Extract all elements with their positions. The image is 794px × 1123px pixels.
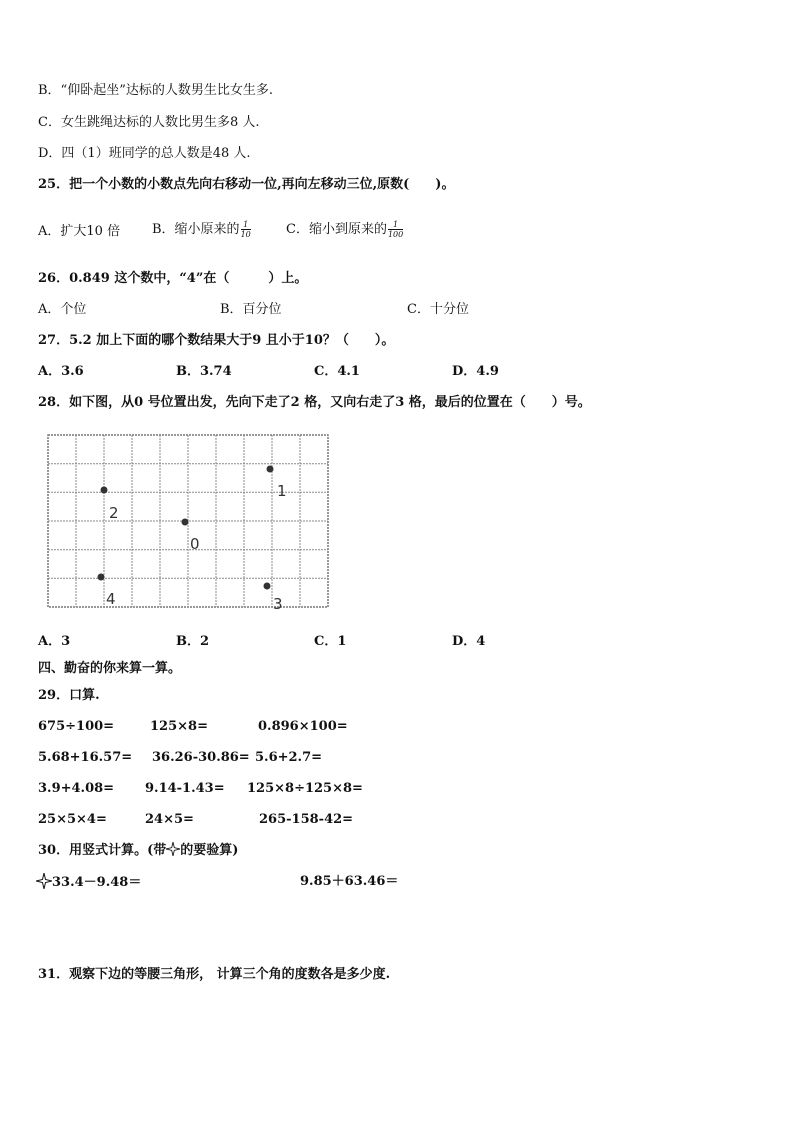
q29-item-r1c1: 675÷100= — [38, 719, 115, 734]
q30-item-b: 9.85＋63.46＝ — [300, 874, 399, 889]
q30-item-a — [36, 873, 141, 892]
q28-option-a: A．3 — [38, 634, 71, 649]
q28-option-c: C．1 — [314, 634, 347, 649]
grid-point-1 — [267, 466, 274, 473]
q26-option-c: C．十分位 — [407, 302, 469, 317]
q29-item-r3c3: 125×8÷125×8= — [247, 781, 363, 796]
grid-label-2: 2 — [109, 504, 119, 522]
q29-item-r2c2: 36.26-30.86= — [152, 750, 250, 765]
grid-point-2 — [101, 487, 108, 494]
q29-item-r4c3: 265-158-42= — [259, 812, 354, 827]
q27-stem: 27．5.2 加上下面的哪个数结果大于9 且小于10？（ ）。 — [38, 333, 395, 348]
grid-label-4: 4 — [106, 590, 116, 608]
fraction-one-hundredth: $\frac{1}{100}$ — [387, 220, 404, 239]
q25-option-c-text: C．缩小到原来的 — [286, 222, 387, 237]
q30-item-a-text: 33.4－9.48＝ — [52, 875, 142, 890]
q25-option-c — [286, 220, 403, 239]
q27-option-d: D．4.9 — [452, 364, 499, 379]
fraction-one-tenth: $\frac{1}{10}$ — [240, 220, 251, 239]
q24-option-c: C．女生跳绳达标的人数比男生多8 人. — [38, 115, 260, 130]
q25-option-a: A．扩大10 倍 — [38, 224, 121, 239]
grid-label-3: 3 — [273, 595, 283, 610]
grid-label-0: 0 — [190, 535, 200, 553]
q25-stem: 25．把一个小数的小数点先向右移动一位,再向左移动三位,原数( )。 — [38, 177, 455, 192]
q29-stem: 29．口算. — [38, 688, 100, 703]
q26-stem: 26．0.849 这个数中，“4”在（ ）上。 — [38, 271, 308, 286]
grid-label-1: 1 — [277, 482, 287, 500]
q27-option-a: A．3.6 — [38, 364, 84, 379]
q26-option-b: B．百分位 — [220, 302, 282, 317]
q30-stem-suffix: 的要验算) — [180, 843, 239, 858]
q28-stem: 28．如下图，从0 号位置出发，先向下走了2 格，又向右走了3 格，最后的位置在（ ）号。 — [38, 395, 591, 410]
grid-point-0 — [182, 519, 189, 526]
q29-item-r1c2: 125×8= — [150, 719, 208, 734]
q29-item-r2c3: 5.6+2.7= — [255, 750, 323, 765]
q28-option-b: B．2 — [176, 634, 210, 649]
q28-option-d: D．4 — [452, 634, 486, 649]
grid-point-4 — [98, 574, 105, 581]
four-point-star-icon — [36, 873, 52, 889]
q27-option-b: B．3.74 — [176, 364, 232, 379]
q29-item-r4c1: 25×5×4= — [38, 812, 107, 827]
q25-option-b — [152, 220, 251, 239]
q24-option-b: B．“仰卧起坐”达标的人数男生比女生多. — [38, 83, 273, 98]
q27-option-c: C．4.1 — [314, 364, 360, 379]
q30-stem-prefix: 30．用竖式计算。(带 — [38, 843, 167, 858]
q25-option-b-text: B．缩小原来的 — [152, 222, 240, 237]
q29-item-r2c1: 5.68+16.57= — [38, 750, 133, 765]
q29-item-r1c3: 0.896×100= — [258, 719, 348, 734]
section-4-heading: 四、勤奋的你来算一算。 — [38, 661, 182, 676]
q31-stem: 31．观察下边的等腰三角形， 计算三个角的度数各是多少度. — [38, 967, 391, 982]
q29-item-r3c2: 9.14-1.43= — [145, 781, 225, 796]
q29-item-r3c1: 3.9+4.08= — [38, 781, 115, 796]
position-grid-figure — [42, 432, 332, 610]
q30-stem — [38, 842, 238, 860]
q24-option-d: D．四（1）班同学的总人数是48 人. — [38, 146, 251, 161]
grid-point-3 — [264, 583, 271, 590]
q29-item-r4c2: 24×5= — [145, 812, 194, 827]
four-point-star-icon — [166, 842, 180, 856]
q26-option-a: A．个位 — [38, 302, 87, 317]
